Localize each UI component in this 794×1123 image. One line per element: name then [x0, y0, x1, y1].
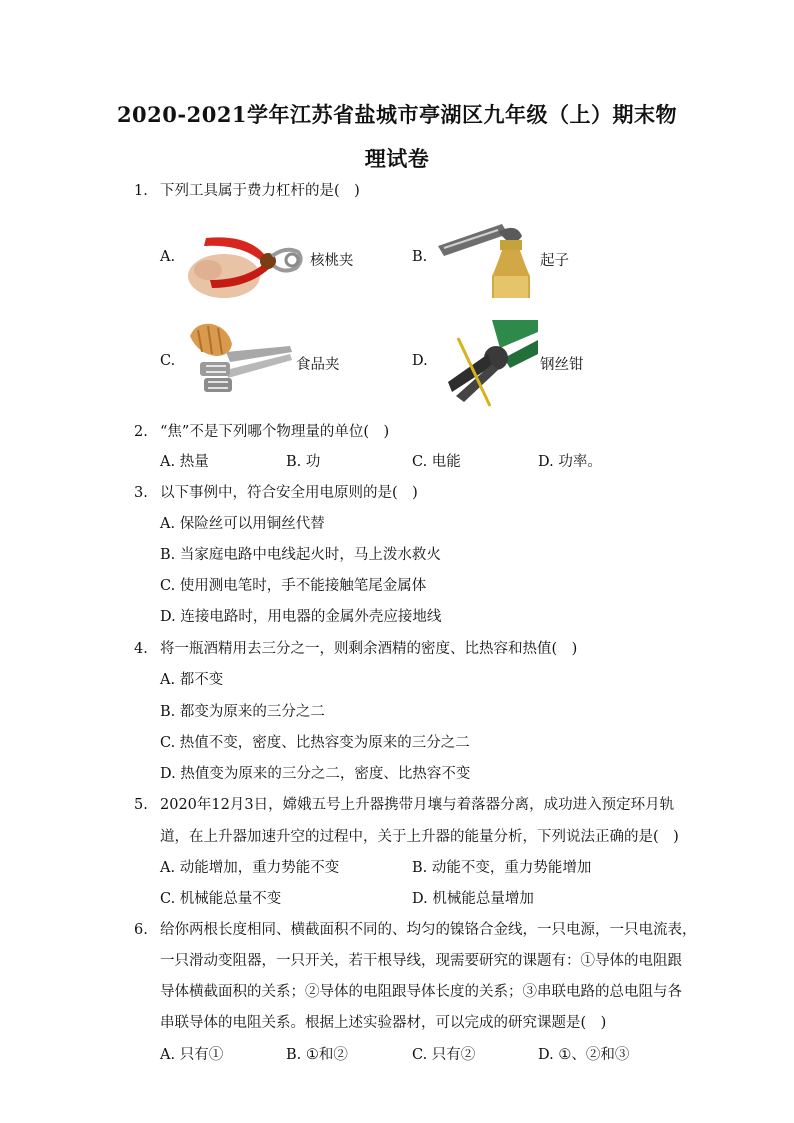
option-d: D. ①、②和③	[538, 1047, 630, 1063]
bottle-opener-icon	[436, 218, 540, 298]
option-letter-b: B.	[412, 249, 428, 265]
option-letter-a: A.	[160, 249, 176, 265]
question-4	[134, 639, 577, 659]
option-a: A. 保险丝可以用铜丝代替	[160, 516, 325, 532]
question-number: 4.	[134, 641, 148, 657]
option-b: B. 动能不变，重力势能增加	[412, 860, 592, 876]
option-c: C. 热值不变，密度、比热容变为原来的三分之二	[160, 735, 470, 751]
question-text: 以下事例中，符合安全用电原则的是( )	[160, 485, 418, 501]
page-title-line1: 2020-2021学年江苏省盐城市亭湖区九年级（上）期末物	[116, 102, 678, 127]
option-a: A. 只有①	[160, 1047, 224, 1063]
wire-pliers-icon	[438, 318, 540, 406]
question-text: 下列工具属于费力杠杆的是( )	[160, 183, 360, 199]
question-text: “焦”不是下列哪个物理量的单位( )	[160, 424, 390, 440]
option-c: C. 电能	[412, 454, 461, 470]
question-text-line4: 串联导体的电阻关系。根据上述实验器材，可以完成的研究课题是( )	[160, 1015, 607, 1031]
option-d: D. 机械能总量增加	[412, 891, 534, 907]
question-number: 3.	[134, 485, 148, 501]
option-label-c: 食品夹	[296, 357, 340, 373]
option-b: B. ①和②	[286, 1047, 348, 1063]
option-c: C. 使用测电笔时，手不能接触笔尾金属体	[160, 578, 427, 594]
nutcracker-icon	[186, 216, 306, 300]
question-text-line1: 给你两根长度相同、横截面积不同的、均匀的镍铬合金线，一只电源，一只电流表，	[160, 922, 697, 938]
option-d: D. 连接电路时，用电器的金属外壳应接地线	[160, 609, 442, 625]
question-text: 将一瓶酒精用去三分之一，则剩余酒精的密度、比热容和热值( )	[160, 641, 578, 657]
question-3	[134, 483, 418, 503]
option-label-b: 起子	[540, 253, 569, 269]
option-b: B. 功	[286, 454, 321, 470]
food-tongs-icon	[186, 318, 296, 400]
question-6	[134, 920, 697, 940]
option-a: A. 动能增加，重力势能不变	[160, 860, 340, 876]
option-c: C. 机械能总量不变	[160, 891, 282, 907]
question-number: 1.	[134, 183, 148, 199]
question-number: 2.	[134, 424, 148, 440]
question-2	[134, 422, 389, 442]
option-a: A. 都不变	[160, 672, 224, 688]
option-d: D. 功率。	[538, 454, 602, 470]
question-1	[134, 181, 360, 201]
option-label-a: 核桃夹	[310, 253, 354, 269]
option-b: B. 当家庭电路中电线起火时，马上泼水救火	[160, 547, 441, 563]
option-c: C. 只有②	[412, 1047, 476, 1063]
option-label-d: 钢丝钳	[540, 357, 584, 373]
option-d: D. 热值变为原来的三分之二，密度、比热容不变	[160, 766, 471, 782]
question-text-line2: 一只滑动变阻器，一只开关，若干根导线，现需要研究的课题有：①导体的电阻跟	[160, 953, 682, 969]
question-text-line2: 道，在上升器加速升空的过程中，关于上升器的能量分析，下列说法正确的是( )	[160, 829, 679, 845]
option-letter-c: C.	[160, 353, 176, 369]
question-5	[134, 795, 674, 815]
question-number: 6.	[134, 922, 148, 938]
question-number: 5.	[134, 797, 148, 813]
question-text-line1: 2020年12月3日，嫦娥五号上升器携带月壤与着落器分离，成功进入预定环月轨	[160, 797, 675, 813]
question-text-line3: 导体横截面积的关系；②导体的电阻跟导体长度的关系；③串联电路的总电阻与各	[160, 984, 682, 1000]
option-letter-d: D.	[412, 353, 428, 369]
page-title-line2: 理试卷	[364, 146, 430, 171]
option-a: A. 热量	[160, 454, 209, 470]
option-b: B. 都变为原来的三分之二	[160, 704, 325, 720]
